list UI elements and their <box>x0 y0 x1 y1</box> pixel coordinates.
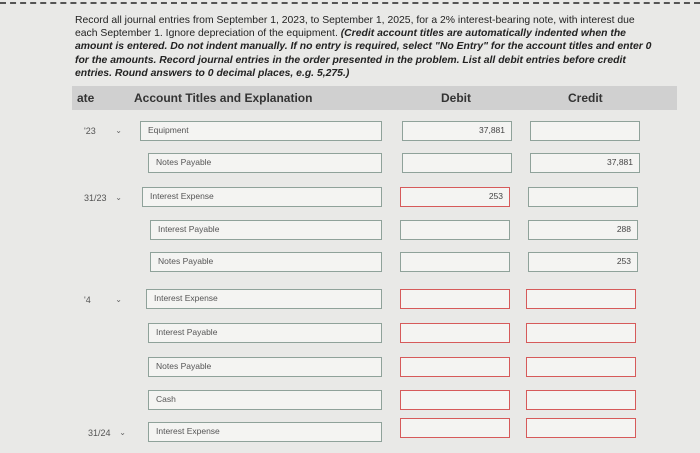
debit-field[interactable] <box>400 357 510 377</box>
instructions-text: Record all journal entries from September 1, 2023, to September 1, 2025, for a 2% interest-bearing note, with interest due each September 1. Ignore depreciation of the equipment. <box>75 15 635 40</box>
account-field[interactable]: Notes Payable <box>150 252 382 272</box>
date-value: '4 <box>84 295 91 305</box>
account-field[interactable]: Notes Payable <box>148 153 382 173</box>
chevron-down-icon: ⌄ <box>115 193 122 202</box>
credit-field[interactable] <box>526 357 636 377</box>
debit-field[interactable] <box>400 390 510 410</box>
account-field[interactable]: Cash <box>148 390 382 410</box>
credit-field[interactable]: 253 <box>528 252 638 272</box>
col-debit-header: Debit <box>441 91 471 105</box>
chevron-down-icon: ⌄ <box>119 428 126 437</box>
instructions-bold: (Credit account titles are automatically indented when the amount is entered. Do not indent manually. If no entry is required, select "No Entry" for the account titles and enter 0 for the amounts. Record journal entries in the order presented in the problem. List all debit entries before credit entries. Round answers to 0 decimal places, e.g. 5,275.) <box>75 28 652 79</box>
date-select[interactable] <box>78 121 126 141</box>
account-field[interactable]: Notes Payable <box>148 357 382 377</box>
account-field[interactable]: Interest Payable <box>150 220 382 240</box>
date-value: 31/23 <box>84 193 107 203</box>
chevron-down-icon: ⌄ <box>115 295 122 304</box>
date-value: '23 <box>84 126 96 136</box>
account-field[interactable]: Interest Expense <box>146 289 382 309</box>
debit-field[interactable]: 37,881 <box>402 121 512 141</box>
credit-field[interactable] <box>528 187 638 207</box>
debit-field[interactable] <box>400 418 510 438</box>
credit-field[interactable] <box>526 323 636 343</box>
debit-field[interactable] <box>402 153 512 173</box>
date-select[interactable] <box>78 290 126 310</box>
col-credit-header: Credit <box>568 91 603 105</box>
account-field[interactable]: Interest Payable <box>148 323 382 343</box>
debit-field[interactable] <box>400 323 510 343</box>
account-field[interactable]: Equipment <box>140 121 382 141</box>
instructions <box>75 14 655 80</box>
credit-field[interactable] <box>526 289 636 309</box>
chevron-down-icon: ⌄ <box>115 126 122 135</box>
date-select[interactable] <box>78 188 126 208</box>
credit-field[interactable] <box>530 121 640 141</box>
top-divider <box>0 2 700 4</box>
col-date-header: ate <box>77 91 95 105</box>
credit-field[interactable]: 288 <box>528 220 638 240</box>
account-field[interactable]: Interest Expense <box>142 187 382 207</box>
date-value: 31/24 <box>88 428 111 438</box>
col-account-header: Account Titles and Explanation <box>134 91 313 105</box>
date-select[interactable] <box>82 423 130 443</box>
debit-field[interactable] <box>400 220 510 240</box>
credit-field[interactable] <box>526 390 636 410</box>
credit-field[interactable] <box>526 418 636 438</box>
account-field[interactable]: Interest Expense <box>148 422 382 442</box>
table-header <box>72 86 677 110</box>
debit-field[interactable] <box>400 289 510 309</box>
credit-field[interactable]: 37,881 <box>530 153 640 173</box>
debit-field[interactable]: 253 <box>400 187 510 207</box>
debit-field[interactable] <box>400 252 510 272</box>
